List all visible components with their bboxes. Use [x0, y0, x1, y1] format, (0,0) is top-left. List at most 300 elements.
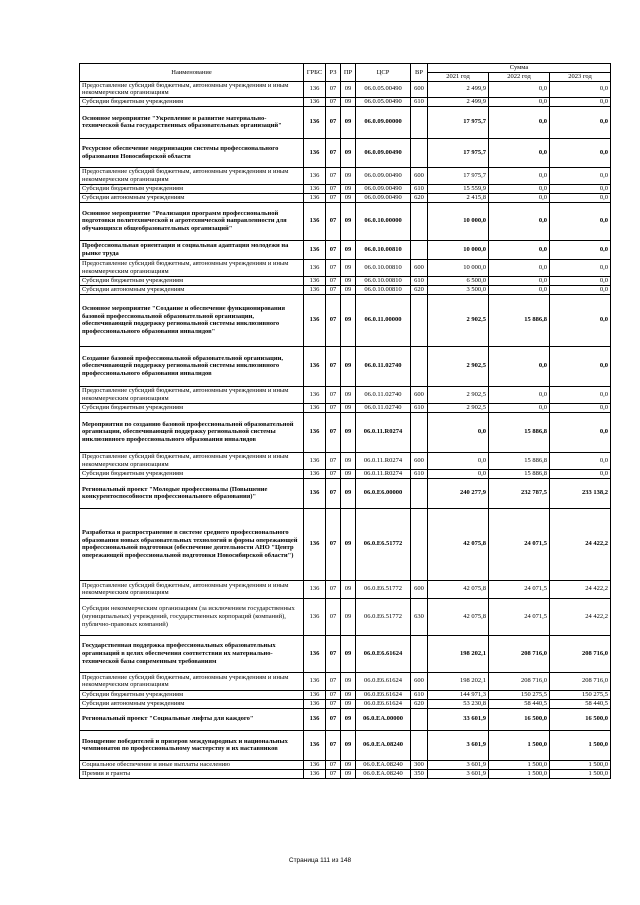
cell-vr: 620 [411, 285, 428, 294]
cell-2023: 1 500,0 [550, 769, 611, 778]
cell-pr: 09 [341, 708, 356, 730]
table-row [80, 346, 611, 386]
cell-2023: 0,0 [550, 276, 611, 285]
cell-rz: 07 [326, 240, 341, 259]
cell-2021: 0,0 [428, 469, 489, 478]
cell-csr: 06.0.09.00490 [356, 167, 411, 184]
cell-pr: 09 [341, 760, 356, 769]
cell-rz: 07 [326, 193, 341, 202]
cell-grbs: 136 [304, 452, 326, 469]
cell-csr: 06.0.E6.00000 [356, 478, 411, 508]
cell-2022: 0,0 [489, 386, 550, 403]
cell-grbs: 136 [304, 106, 326, 138]
cell-pr: 09 [341, 412, 356, 452]
col-header-pr: ПР [341, 64, 356, 82]
cell-rz: 07 [326, 598, 341, 635]
cell-name: Государственная поддержка профессиональных образовательных организаций в целях обеспечения соответствия их материально-технической базы современным требованиям [80, 635, 304, 672]
cell-pr: 09 [341, 699, 356, 708]
cell-2021: 6 500,0 [428, 276, 489, 285]
cell-name: Субсидии автономным учреждениям [80, 193, 304, 202]
cell-name: Предоставление субсидий бюджетным, автономным учреждениям и иным некоммерческим организациям [80, 386, 304, 403]
cell-2021: 17 975,7 [428, 138, 489, 167]
cell-pr: 09 [341, 346, 356, 386]
cell-name: Субсидии автономным учреждениям [80, 699, 304, 708]
cell-grbs: 136 [304, 635, 326, 672]
cell-2023: 0,0 [550, 81, 611, 97]
cell-rz: 07 [326, 97, 341, 106]
page-footer: Страница 111 из 148 [288, 857, 352, 864]
cell-csr: 06.0.11.00000 [356, 294, 411, 346]
cell-csr: 06.0.11.R0274 [356, 469, 411, 478]
cell-2022: 16 500,0 [489, 708, 550, 730]
cell-csr: 06.0.E6.61624 [356, 635, 411, 672]
col-header-year-2023: 2023 год [550, 72, 611, 81]
cell-2022: 0,0 [489, 138, 550, 167]
cell-2023: 0,0 [550, 97, 611, 106]
cell-rz: 07 [326, 81, 341, 97]
cell-vr: 600 [411, 259, 428, 276]
cell-rz: 07 [326, 106, 341, 138]
col-header-year-2022: 2022 год [489, 72, 550, 81]
cell-2021: 10 000,0 [428, 202, 489, 240]
cell-2023: 0,0 [550, 240, 611, 259]
cell-pr: 09 [341, 730, 356, 760]
cell-vr [411, 346, 428, 386]
cell-pr: 09 [341, 202, 356, 240]
cell-2021: 2 902,5 [428, 346, 489, 386]
cell-rz: 07 [326, 760, 341, 769]
cell-pr: 09 [341, 138, 356, 167]
cell-csr: 06.0.E6.61624 [356, 690, 411, 699]
table-row [80, 403, 611, 412]
table-row [80, 708, 611, 730]
cell-grbs: 136 [304, 193, 326, 202]
cell-2023: 24 422,2 [550, 508, 611, 580]
cell-csr: 06.0.10.00810 [356, 276, 411, 285]
cell-grbs: 136 [304, 184, 326, 193]
table-row [80, 760, 611, 769]
cell-pr: 09 [341, 469, 356, 478]
table-row [80, 193, 611, 202]
cell-grbs: 136 [304, 276, 326, 285]
table-row [80, 672, 611, 690]
cell-pr: 09 [341, 672, 356, 690]
cell-2022: 0,0 [489, 276, 550, 285]
cell-2021: 42 075,8 [428, 598, 489, 635]
cell-csr: 06.0.05.00490 [356, 81, 411, 97]
cell-pr: 09 [341, 478, 356, 508]
cell-2023: 0,0 [550, 259, 611, 276]
cell-pr: 09 [341, 403, 356, 412]
cell-pr: 09 [341, 508, 356, 580]
cell-name: Субсидии бюджетным учреждениям [80, 97, 304, 106]
cell-grbs: 136 [304, 730, 326, 760]
cell-2022: 0,0 [489, 259, 550, 276]
cell-vr: 610 [411, 97, 428, 106]
cell-2023: 58 440,5 [550, 699, 611, 708]
table-row [80, 452, 611, 469]
cell-name: Региональный проект "Молодые профессионалы (Повышение конкурентоспособности профессионального образования)" [80, 478, 304, 508]
cell-2021: 2 902,5 [428, 386, 489, 403]
cell-pr: 09 [341, 452, 356, 469]
cell-rz: 07 [326, 386, 341, 403]
cell-vr: 610 [411, 690, 428, 699]
cell-2021: 10 000,0 [428, 240, 489, 259]
cell-csr: 06.0.10.00810 [356, 285, 411, 294]
cell-2023: 24 422,2 [550, 580, 611, 598]
cell-pr: 09 [341, 259, 356, 276]
cell-grbs: 136 [304, 769, 326, 778]
cell-name: Предоставление субсидий бюджетным, автономным учреждениям и иным некоммерческим организациям [80, 580, 304, 598]
table-row [80, 81, 611, 97]
cell-name: Субсидии бюджетным учреждениям [80, 184, 304, 193]
table-row [80, 469, 611, 478]
cell-csr: 06.0.EA.08240 [356, 769, 411, 778]
cell-rz: 07 [326, 276, 341, 285]
cell-2022: 0,0 [489, 106, 550, 138]
cell-2023: 208 716,0 [550, 672, 611, 690]
table-row [80, 202, 611, 240]
table-row [80, 412, 611, 452]
cell-2023: 0,0 [550, 193, 611, 202]
cell-pr: 09 [341, 580, 356, 598]
budget-table [79, 63, 611, 779]
cell-2021: 3 601,9 [428, 730, 489, 760]
cell-2021: 3 601,9 [428, 760, 489, 769]
cell-csr: 06.0.11.R0274 [356, 412, 411, 452]
cell-pr: 09 [341, 184, 356, 193]
cell-vr: 350 [411, 769, 428, 778]
cell-2023: 0,0 [550, 167, 611, 184]
cell-name: Субсидии бюджетным учреждениям [80, 403, 304, 412]
cell-2022: 1 500,0 [489, 760, 550, 769]
cell-csr: 06.0.E6.51772 [356, 580, 411, 598]
cell-2022: 24 071,5 [489, 598, 550, 635]
cell-csr: 06.0.E6.51772 [356, 508, 411, 580]
cell-name: Разработка и распространение в системе среднего профессионального образования новых образовательных технологий и формы опережающей профессиональной подготовки (обеспечение деятельности АНО "Центр опережающей профессиональной подготовки Новосибирской области") [80, 508, 304, 580]
cell-name: Субсидии бюджетным учреждениям [80, 469, 304, 478]
col-header-sum: Сумма [428, 64, 611, 73]
cell-vr [411, 508, 428, 580]
cell-2023: 1 500,0 [550, 730, 611, 760]
cell-2023: 0,0 [550, 469, 611, 478]
cell-2023: 0,0 [550, 106, 611, 138]
cell-2022: 0,0 [489, 346, 550, 386]
cell-2023: 0,0 [550, 138, 611, 167]
cell-name: Предоставление субсидий бюджетным, автономным учреждениям и иным некоммерческим организациям [80, 81, 304, 97]
cell-name: Региональный проект "Социальные лифты для каждого" [80, 708, 304, 730]
cell-2021: 2 415,8 [428, 193, 489, 202]
cell-rz: 07 [326, 412, 341, 452]
cell-rz: 07 [326, 635, 341, 672]
cell-2022: 0,0 [489, 240, 550, 259]
cell-grbs: 136 [304, 81, 326, 97]
cell-2022: 0,0 [489, 285, 550, 294]
cell-2022: 1 500,0 [489, 730, 550, 760]
cell-2021: 17 975,7 [428, 167, 489, 184]
table-row [80, 184, 611, 193]
cell-2023: 0,0 [550, 184, 611, 193]
cell-rz: 07 [326, 508, 341, 580]
cell-2021: 2 902,5 [428, 403, 489, 412]
cell-2022: 0,0 [489, 193, 550, 202]
cell-name: Премии и гранты [80, 769, 304, 778]
cell-2021: 240 277,9 [428, 478, 489, 508]
cell-2023: 0,0 [550, 285, 611, 294]
cell-vr [411, 478, 428, 508]
cell-2021: 0,0 [428, 412, 489, 452]
cell-grbs: 136 [304, 346, 326, 386]
cell-2022: 150 275,5 [489, 690, 550, 699]
cell-vr [411, 730, 428, 760]
cell-grbs: 136 [304, 690, 326, 699]
table-row [80, 730, 611, 760]
cell-csr: 06.0.10.00810 [356, 240, 411, 259]
cell-2022: 0,0 [489, 97, 550, 106]
cell-pr: 09 [341, 193, 356, 202]
col-header-vr: ВР [411, 64, 428, 82]
table-row [80, 580, 611, 598]
cell-csr: 06.0.09.00490 [356, 184, 411, 193]
cell-vr: 610 [411, 184, 428, 193]
cell-2022: 208 716,0 [489, 672, 550, 690]
col-header-grbs: ГРБС [304, 64, 326, 82]
cell-vr: 600 [411, 580, 428, 598]
cell-rz: 07 [326, 478, 341, 508]
cell-2021: 15 559,9 [428, 184, 489, 193]
table-row [80, 276, 611, 285]
cell-2021: 42 075,8 [428, 580, 489, 598]
table-row [80, 106, 611, 138]
cell-rz: 07 [326, 469, 341, 478]
cell-name: Создание базовой профессиональной образовательной организации, обеспечивающей поддержку региональной системы инклюзивного профессионального образования инвалидов [80, 346, 304, 386]
cell-grbs: 136 [304, 294, 326, 346]
cell-rz: 07 [326, 184, 341, 193]
col-header-year-2021: 2021 год [428, 72, 489, 81]
cell-name: Субсидии некоммерческим организациям (за исключением государственных (муниципальных) учреждений, государственных корпораций (компаний), публично-правовых компаний) [80, 598, 304, 635]
table-row [80, 635, 611, 672]
cell-name: Основное мероприятие "Создание и обеспечение функционирования базовой профессиональной образовательной организации, обеспечивающей поддержку региональной системы инклюзивного профессионального образования инвалидов" [80, 294, 304, 346]
cell-name: Предоставление субсидий бюджетным, автономным учреждениям и иным некоммерческим организациям [80, 672, 304, 690]
cell-rz: 07 [326, 672, 341, 690]
cell-vr [411, 240, 428, 259]
cell-2021: 33 601,9 [428, 708, 489, 730]
cell-2021: 42 075,8 [428, 508, 489, 580]
cell-csr: 06.0.10.00000 [356, 202, 411, 240]
cell-2023: 0,0 [550, 403, 611, 412]
table-row [80, 240, 611, 259]
table-row [80, 386, 611, 403]
cell-csr: 06.0.11.02740 [356, 403, 411, 412]
cell-2023: 0,0 [550, 346, 611, 386]
cell-2023: 0,0 [550, 412, 611, 452]
cell-2021: 17 975,7 [428, 106, 489, 138]
cell-2021: 198 202,1 [428, 635, 489, 672]
cell-name: Предоставление субсидий бюджетным, автономным учреждениям и иным некоммерческим организациям [80, 259, 304, 276]
table-row [80, 508, 611, 580]
cell-pr: 09 [341, 386, 356, 403]
cell-grbs: 136 [304, 478, 326, 508]
cell-name: Основное мероприятие "Реализация программ профессиональной подготовки политехнической и агротехнической направленности для обучающихся общеобразовательных организаций" [80, 202, 304, 240]
cell-vr [411, 202, 428, 240]
cell-2021: 2 499,9 [428, 81, 489, 97]
cell-2021: 2 902,5 [428, 294, 489, 346]
cell-2022: 0,0 [489, 167, 550, 184]
cell-2021: 53 230,8 [428, 699, 489, 708]
cell-rz: 07 [326, 202, 341, 240]
cell-csr: 06.0.EA.00000 [356, 708, 411, 730]
cell-vr: 620 [411, 193, 428, 202]
cell-pr: 09 [341, 276, 356, 285]
cell-pr: 09 [341, 294, 356, 346]
cell-vr: 600 [411, 167, 428, 184]
cell-vr: 620 [411, 699, 428, 708]
cell-pr: 09 [341, 97, 356, 106]
cell-grbs: 136 [304, 760, 326, 769]
table-row [80, 598, 611, 635]
table-row [80, 285, 611, 294]
cell-rz: 07 [326, 138, 341, 167]
cell-vr: 630 [411, 598, 428, 635]
table-row [80, 97, 611, 106]
cell-2021: 2 499,9 [428, 97, 489, 106]
cell-csr: 06.0.E6.61624 [356, 699, 411, 708]
cell-vr: 600 [411, 672, 428, 690]
cell-2023: 24 422,2 [550, 598, 611, 635]
cell-csr: 06.0.11.02740 [356, 386, 411, 403]
cell-pr: 09 [341, 106, 356, 138]
cell-vr: 610 [411, 403, 428, 412]
cell-rz: 07 [326, 294, 341, 346]
cell-grbs: 136 [304, 708, 326, 730]
cell-2021: 10 000,0 [428, 259, 489, 276]
cell-name: Поощрение победителей и призеров международных и национальных чемпионатов по профессиональному мастерству и их наставников [80, 730, 304, 760]
cell-rz: 07 [326, 690, 341, 699]
cell-name: Мероприятия по созданию базовой профессиональной образовательной организации, обеспечивающей поддержку региональной системы инклюзивного профессионального образования инвалидов [80, 412, 304, 452]
cell-2022: 232 787,5 [489, 478, 550, 508]
cell-vr: 600 [411, 452, 428, 469]
cell-2021: 144 971,3 [428, 690, 489, 699]
cell-2022: 15 886,8 [489, 452, 550, 469]
cell-2022: 24 071,5 [489, 580, 550, 598]
cell-grbs: 136 [304, 403, 326, 412]
cell-2022: 58 440,5 [489, 699, 550, 708]
cell-vr [411, 412, 428, 452]
cell-2022: 0,0 [489, 81, 550, 97]
cell-vr [411, 708, 428, 730]
cell-rz: 07 [326, 285, 341, 294]
cell-rz: 07 [326, 730, 341, 760]
cell-2023: 208 716,0 [550, 635, 611, 672]
cell-grbs: 136 [304, 202, 326, 240]
cell-csr: 06.0.09.00490 [356, 138, 411, 167]
cell-rz: 07 [326, 699, 341, 708]
cell-vr [411, 138, 428, 167]
cell-vr: 300 [411, 760, 428, 769]
cell-2022: 0,0 [489, 202, 550, 240]
cell-vr: 600 [411, 81, 428, 97]
cell-rz: 07 [326, 259, 341, 276]
cell-name: Предоставление субсидий бюджетным, автономным учреждениям и иным некоммерческим организациям [80, 452, 304, 469]
cell-grbs: 136 [304, 469, 326, 478]
cell-csr: 06.0.05.00490 [356, 97, 411, 106]
col-header-rz: РЗ [326, 64, 341, 82]
cell-pr: 09 [341, 598, 356, 635]
cell-vr [411, 294, 428, 346]
cell-2022: 15 886,8 [489, 469, 550, 478]
cell-grbs: 136 [304, 167, 326, 184]
cell-grbs: 136 [304, 97, 326, 106]
cell-vr: 610 [411, 276, 428, 285]
cell-csr: 06.0.E6.51772 [356, 598, 411, 635]
cell-2021: 198 202,1 [428, 672, 489, 690]
cell-2022: 24 071,5 [489, 508, 550, 580]
cell-csr: 06.0.10.00810 [356, 259, 411, 276]
cell-grbs: 136 [304, 699, 326, 708]
cell-pr: 09 [341, 240, 356, 259]
cell-grbs: 136 [304, 508, 326, 580]
cell-grbs: 136 [304, 285, 326, 294]
cell-grbs: 136 [304, 412, 326, 452]
cell-pr: 09 [341, 81, 356, 97]
cell-name: Основное мероприятие "Укрепление и развитие материально-технической базы государственных образовательных организаций" [80, 106, 304, 138]
cell-pr: 09 [341, 167, 356, 184]
col-header-name: Наименование [80, 64, 304, 82]
cell-csr: 06.0.09.00490 [356, 193, 411, 202]
cell-grbs: 136 [304, 138, 326, 167]
cell-2022: 208 716,0 [489, 635, 550, 672]
cell-pr: 09 [341, 635, 356, 672]
cell-name: Субсидии автономным учреждениям [80, 285, 304, 294]
table-row [80, 294, 611, 346]
cell-csr: 06.0.EA.08240 [356, 730, 411, 760]
cell-name: Профессиональная ориентация и социальная адаптация молодежи на рынке труда [80, 240, 304, 259]
table-row [80, 167, 611, 184]
cell-name: Предоставление субсидий бюджетным, автономным учреждениям и иным некоммерческим организациям [80, 167, 304, 184]
cell-2022: 0,0 [489, 403, 550, 412]
cell-rz: 07 [326, 346, 341, 386]
cell-vr: 600 [411, 386, 428, 403]
cell-vr [411, 106, 428, 138]
cell-csr: 06.0.E6.61624 [356, 672, 411, 690]
cell-pr: 09 [341, 285, 356, 294]
table-row [80, 769, 611, 778]
cell-2021: 3 601,9 [428, 769, 489, 778]
cell-2022: 0,0 [489, 184, 550, 193]
cell-2021: 0,0 [428, 452, 489, 469]
table-body [80, 81, 611, 778]
cell-name: Социальное обеспечение и иные выплаты населению [80, 760, 304, 769]
cell-vr [411, 635, 428, 672]
cell-grbs: 136 [304, 672, 326, 690]
cell-rz: 07 [326, 580, 341, 598]
cell-2022: 15 886,8 [489, 294, 550, 346]
cell-2023: 0,0 [550, 294, 611, 346]
cell-name: Субсидии бюджетным учреждениям [80, 690, 304, 699]
cell-2023: 16 500,0 [550, 708, 611, 730]
cell-pr: 09 [341, 690, 356, 699]
cell-csr: 06.0.11.R0274 [356, 452, 411, 469]
cell-csr: 06.0.09.00000 [356, 106, 411, 138]
cell-pr: 09 [341, 769, 356, 778]
cell-2021: 3 500,0 [428, 285, 489, 294]
table-row [80, 478, 611, 508]
cell-grbs: 136 [304, 259, 326, 276]
cell-rz: 07 [326, 403, 341, 412]
cell-rz: 07 [326, 708, 341, 730]
table-row [80, 259, 611, 276]
cell-vr: 610 [411, 469, 428, 478]
